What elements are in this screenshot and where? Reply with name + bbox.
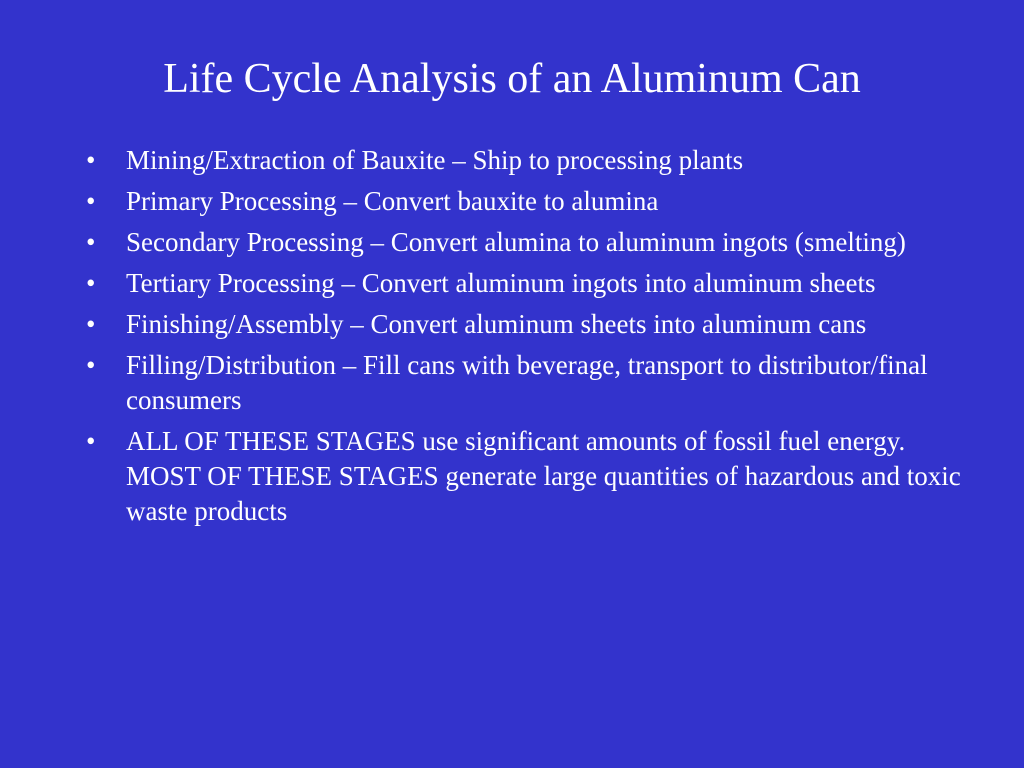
bullet-text: ALL OF THESE STAGES use significant amounts of fossil fuel energy. MOST OF THESE STAGES generate large quantities of hazardous and toxic waste products xyxy=(126,426,961,526)
bullet-item xyxy=(86,307,986,342)
bullet-icon: • xyxy=(86,227,96,257)
bullet-item xyxy=(86,143,986,178)
bullet-list xyxy=(86,143,986,535)
bullet-item xyxy=(86,266,986,301)
bullet-item xyxy=(86,184,986,219)
bullet-text: Primary Processing – Convert bauxite to alumina xyxy=(126,186,659,216)
bullet-text: Tertiary Processing – Convert aluminum ingots into aluminum sheets xyxy=(126,268,876,298)
bullet-item xyxy=(86,348,986,418)
bullet-icon: • xyxy=(86,350,96,380)
bullet-text: Finishing/Assembly – Convert aluminum sheets into aluminum cans xyxy=(126,309,867,339)
bullet-icon: • xyxy=(86,309,96,339)
bullet-icon: • xyxy=(86,145,96,175)
bullet-item xyxy=(86,225,986,260)
slide-title: Life Cycle Analysis of an Aluminum Can xyxy=(163,56,861,102)
bullet-icon: • xyxy=(86,426,96,456)
bullet-icon: • xyxy=(86,268,96,298)
bullet-text: Mining/Extraction of Bauxite – Ship to processing plants xyxy=(126,145,744,175)
bullet-icon: • xyxy=(86,186,96,216)
bullet-text: Secondary Processing – Convert alumina to aluminum ingots (smelting) xyxy=(126,227,906,257)
bullet-text: Filling/Distribution – Fill cans with beverage, transport to distributor/final consumers xyxy=(126,350,928,415)
bullet-item xyxy=(86,424,986,529)
